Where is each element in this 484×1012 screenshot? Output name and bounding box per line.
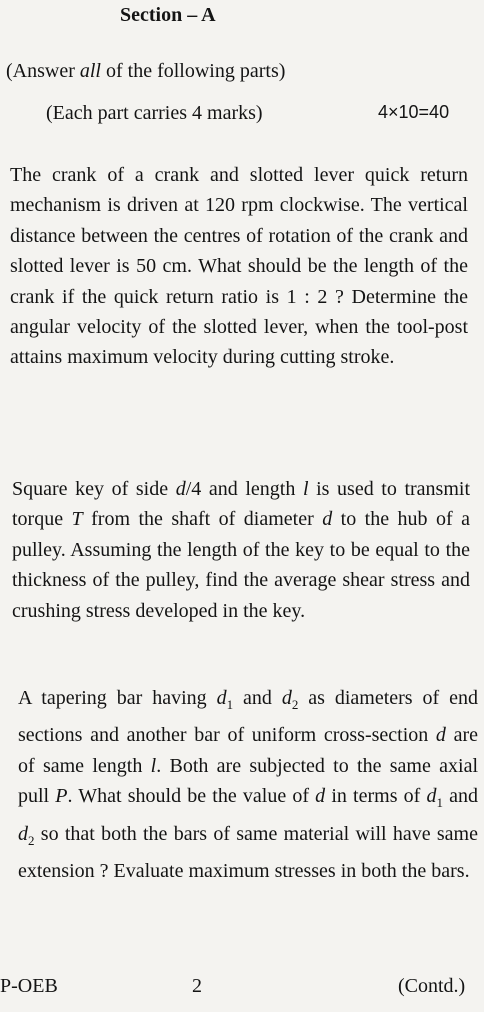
math-variable: $d_2$ xyxy=(281,687,299,712)
math-variable: $d_1$ xyxy=(216,687,234,712)
text-run: in terms of xyxy=(325,785,427,808)
instruction-text-post: of the following parts) xyxy=(101,60,286,82)
footer-continued: (Contd.) xyxy=(398,975,466,997)
question-3 xyxy=(18,683,478,886)
text-run: so that both the bars of same material will have same extension ? Evaluate maximum stresses in both the bars. xyxy=(18,822,478,883)
math-variable: d xyxy=(175,478,186,500)
instruction-marks-note: (Each part carries 4 marks) xyxy=(46,102,263,124)
text-run: and xyxy=(233,687,282,709)
math-variable: l xyxy=(150,754,157,777)
math-variable: l xyxy=(302,478,309,500)
math-variable: d xyxy=(322,508,333,531)
instruction-emphasis: all xyxy=(79,60,101,82)
text-run: from the shaft of diameter xyxy=(82,508,323,531)
text-run: is used to transmit torque xyxy=(12,478,471,531)
section-title: Section – A xyxy=(120,4,216,26)
text-run: are of same length xyxy=(18,724,478,777)
math-variable: T xyxy=(71,508,83,531)
text-run: Square key of side xyxy=(12,478,176,500)
question-1: The crank of a crank and slotted lever quick return mechanism is driven at 120 rpm clockwise. The vertical distance between the centres of rotation of the crank and slotted lever is 50 cm. What should be the length of the crank if the quick return ratio is 1 : 2 ? Determine the angular velocity of the slotted lever, when the tool-post attains maximum velocity during cutting stroke. xyxy=(10,164,468,369)
math-variable: d xyxy=(435,724,446,747)
text-run: as diameters of end sections and another bar of uniform cross-section xyxy=(18,687,478,747)
question-2 xyxy=(12,474,470,626)
text-run: to the hub of a pulley. Assuming the length of the key to be equal to the thickness of the pulley, find the average shear stress and crushing stress developed in the key. xyxy=(12,508,470,622)
math-variable: $d_1$ xyxy=(426,785,443,811)
footer-page-number: 2 xyxy=(192,975,202,997)
text-run: . What should be the value of xyxy=(67,785,316,808)
math-variable: P xyxy=(55,785,68,808)
text-run: A tapering bar having xyxy=(18,687,217,709)
math-variable: $d_2$ xyxy=(18,822,35,848)
marks-total: 4×10=40 xyxy=(378,102,450,122)
text-run: /4 and length xyxy=(185,478,303,500)
footer-paper-code: P-OEB xyxy=(0,975,58,997)
instruction-text-pre: (Answer xyxy=(6,60,80,82)
text-run: . Both are subjected to the same axial pull xyxy=(18,754,478,808)
text-run: and xyxy=(442,785,478,808)
instruction-answer-all xyxy=(6,60,285,83)
math-variable: d xyxy=(315,785,326,808)
